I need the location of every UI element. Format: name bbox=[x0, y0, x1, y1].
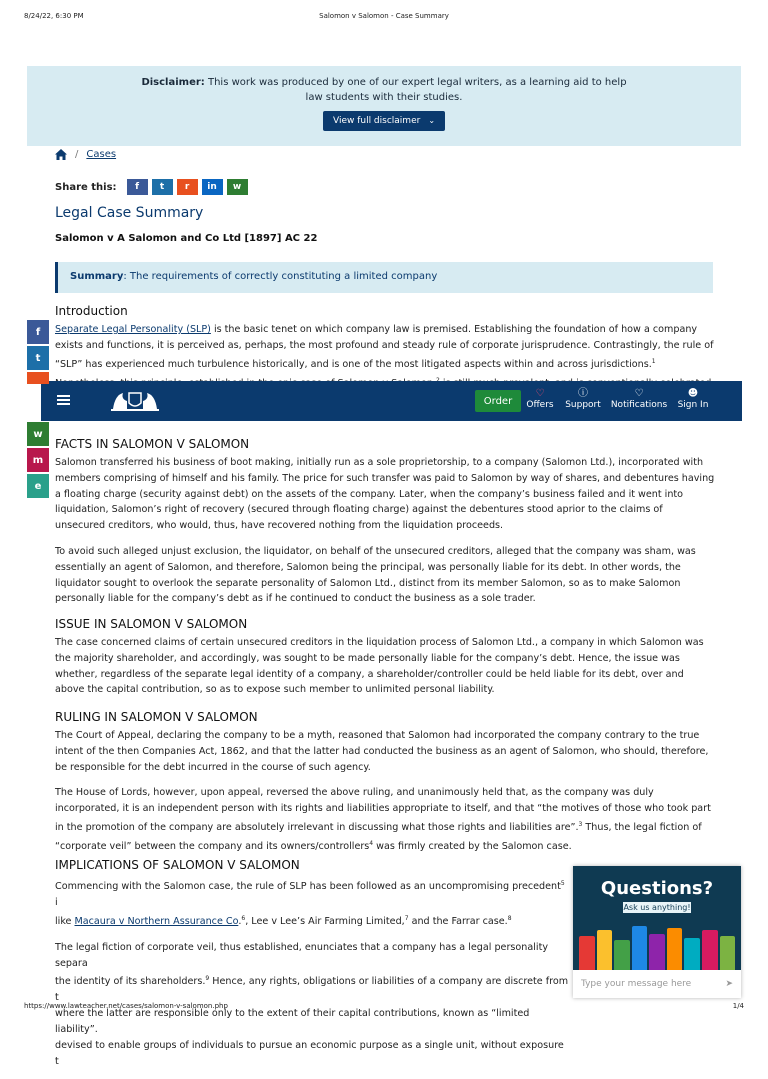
menu-icon[interactable] bbox=[57, 395, 70, 405]
ruling-p2c: was firmly created by the Salomon case. bbox=[373, 841, 572, 853]
print-url: https://www.lawteacher.net/cases/salomon-v-salomon.php bbox=[24, 1002, 228, 1010]
share-bar bbox=[55, 179, 248, 195]
nav-signin-label: Sign In bbox=[677, 400, 709, 410]
side-share-bar bbox=[27, 320, 49, 386]
share-reddit-button[interactable]: r bbox=[177, 179, 198, 195]
impl-p2c: Hence, any rights, obligations or liabilities of a company are discrete from t bbox=[55, 976, 569, 1004]
summary-label: Summary bbox=[70, 271, 124, 282]
nav-notifications-label: Notifications bbox=[610, 400, 668, 410]
chat-placeholder: Type your message here bbox=[581, 979, 692, 989]
impl-p1a: Commencing with the Salomon case, the rule of SLP has been followed as an uncompromising precedent bbox=[55, 881, 561, 893]
bell-icon: ♡ bbox=[634, 388, 644, 399]
implications-heading: IMPLICATIONS OF SALOMON V SALOMON bbox=[55, 858, 300, 872]
footnote-5[interactable]: 5 bbox=[560, 880, 565, 887]
share-twitter-button[interactable]: t bbox=[152, 179, 173, 195]
view-disclaimer-button[interactable] bbox=[323, 111, 445, 131]
footnote-4[interactable]: 4 bbox=[369, 839, 374, 847]
help-icon: ⓘ bbox=[578, 388, 588, 399]
chat-subtitle: Ask us anything! bbox=[623, 903, 691, 912]
share-linkedin-button[interactable]: in bbox=[202, 179, 223, 195]
lawteacher-logo-icon[interactable] bbox=[109, 389, 161, 413]
heart-icon: ♡ bbox=[535, 388, 545, 399]
summary-box bbox=[55, 262, 713, 293]
ruling-heading: RULING IN SALOMON V SALOMON bbox=[55, 710, 258, 724]
intro-heading: Introduction bbox=[55, 304, 128, 318]
disclaimer-text bbox=[27, 75, 741, 105]
breadcrumb-separator: / bbox=[75, 149, 79, 160]
intro-p1: is the basic tenet on which company law is premised. Establishing the foundation of how a company exists and functions, it is perceived as, perhaps, the most profound and steady rule of corporate jurisprudence. Contrastingly, the rule of “SLP” has experienced much turbulence historically, and is one of the most litigated aspects within and across jurisdictions. bbox=[55, 324, 714, 370]
print-header bbox=[24, 12, 744, 22]
impl-p1c: like bbox=[55, 915, 75, 927]
print-date: 8/24/22, 6:30 PM bbox=[24, 12, 84, 20]
print-footer bbox=[24, 1002, 744, 1010]
nav-signin[interactable] bbox=[675, 388, 711, 410]
order-button[interactable]: Order bbox=[475, 390, 521, 412]
chat-widget[interactable] bbox=[573, 866, 741, 998]
implications-p1 bbox=[55, 876, 570, 930]
ruling-p1: The Court of Appeal, declaring the company to be a myth, reasoned that Salomon had incorporated the company contrary to the true intent of the then Companies Act, 1862, and that the latter had conducted the business as an agent of Salomon, who should, therefore, be responsible for the debt incurred in the course of such agency. bbox=[55, 730, 709, 773]
footnote-7[interactable]: 7 bbox=[404, 914, 409, 922]
macaura-link[interactable]: Macaura v Northern Assurance Co bbox=[74, 915, 239, 927]
page-title: Legal Case Summary bbox=[55, 205, 204, 221]
chevron-down-icon: ⌄ bbox=[428, 116, 436, 125]
print-title: Salomon v Salomon - Case Summary bbox=[319, 12, 449, 20]
chat-banner bbox=[573, 866, 741, 970]
slp-link[interactable]: Separate Legal Personality (SLP) bbox=[55, 324, 211, 335]
nav-notifications[interactable] bbox=[609, 388, 669, 410]
case-name: Salomon v A Salomon and Co Ltd [1897] AC 22 bbox=[55, 233, 318, 244]
ruling-p2-text: The House of Lords, however, upon appeal, reversed the above ruling, and unanimously held that, as the company was duly incorporated, it is an independent person with its rights and liabilities appropriate to itself, and that “the motives of those who took part in the promotion of the company are absolutely irrelevant in discussing what those rights and liabilities are”. bbox=[55, 787, 711, 834]
books-illustration bbox=[579, 922, 735, 970]
side-mix-button[interactable]: m bbox=[27, 448, 49, 472]
facts-p1: Salomon transferred his business of boot making, initially run as a sole proprietorship, to a company (Salomon Ltd.), incorporated with members comprising of himself and his family. The price for such transfer was paid to Salomon by way of shares, and debentures having a floating charge (security against debt) on the assets of the company. Later, when the company’s business failed and it went into liquidation, Salomon’s right of recovery (secured through floating charge) against the debentures stood aprior to the claims of unsecured creditors, who would, thus, have recovered nothing from the liquidation proceeds. bbox=[55, 457, 715, 532]
side-whatsapp-button[interactable]: w bbox=[27, 422, 49, 446]
summary-text: : The requirements of correctly constituting a limited company bbox=[123, 271, 438, 282]
chat-title: Questions? bbox=[600, 878, 714, 899]
side-reddit-button[interactable] bbox=[27, 372, 49, 384]
issue-heading: ISSUE IN SALOMON V SALOMON bbox=[55, 617, 248, 631]
impl-p1e: , Lee v Lee’s Air Farming Limited, bbox=[245, 915, 405, 927]
footnote-8[interactable]: 8 bbox=[507, 914, 512, 922]
ruling-p2 bbox=[55, 785, 715, 855]
footnote-9[interactable]: 9 bbox=[205, 975, 210, 983]
impl-p2e: devised to enable groups of individuals to pursue an economic purpose as a single unit, without exposure t bbox=[55, 1039, 564, 1067]
impl-p2b: the identity of its shareholders. bbox=[55, 976, 206, 988]
chat-input[interactable] bbox=[573, 970, 741, 998]
implications-section bbox=[55, 858, 570, 1079]
share-whatsapp-button[interactable]: w bbox=[227, 179, 248, 195]
nav-support[interactable] bbox=[564, 388, 602, 410]
share-label: Share this: bbox=[55, 181, 117, 193]
side-twitter-button[interactable]: t bbox=[27, 346, 49, 370]
nav-offers-label: Offers bbox=[526, 400, 554, 410]
disclaimer-label: Disclaimer: bbox=[141, 77, 205, 88]
impl-p2d: where the latter are responsible only to the extent of their capital contributions, known as “limited liability”. bbox=[55, 1008, 530, 1035]
side-share-bar-lower bbox=[27, 422, 49, 500]
ruling-p2b: Thus, the legal fiction of “corporate veil” between the company and its owners/controllers bbox=[55, 822, 702, 853]
top-navbar bbox=[41, 381, 742, 421]
print-page-number: 1/4 bbox=[732, 1002, 744, 1010]
issue-p1: The case concerned claims of certain unsecured creditors in the liquidation process of Salomon Ltd., a company in which Salomon was the majority shareholder, and accordingly, was sought to be made personally liable for the company’s debt. Hence, the issue was whether, regardless of the separate legal identity of a company, a shareholder/controller could be held liable for its debt, over and above the capital contribution, so as to expose such member to unlimited personal liability. bbox=[55, 637, 704, 696]
breadcrumb bbox=[55, 149, 116, 160]
disclaimer-box bbox=[27, 66, 741, 146]
issue-section bbox=[55, 617, 715, 708]
footnote-1[interactable]: 1 bbox=[651, 357, 656, 365]
facts-heading: FACTS IN SALOMON V SALOMON bbox=[55, 437, 250, 451]
user-icon: ☻ bbox=[687, 388, 699, 399]
nav-offers[interactable] bbox=[525, 388, 555, 410]
impl-p1b: i bbox=[55, 896, 58, 908]
facts-section bbox=[55, 437, 715, 617]
ruling-section bbox=[55, 710, 715, 865]
send-icon[interactable]: ➤ bbox=[725, 979, 733, 989]
disclaimer-body: This work was produced by one of our expert legal writers, as a learning aid to help law students with their studies. bbox=[207, 77, 627, 103]
breadcrumb-cases-link[interactable]: Cases bbox=[86, 149, 117, 160]
share-facebook-button[interactable]: f bbox=[127, 179, 148, 195]
impl-p2a: The legal fiction of corporate veil, thus established, enunciates that a company has a legal personality separa bbox=[55, 941, 549, 969]
facts-p2: To avoid such alleged unjust exclusion, the liquidator, on behalf of the unsecured creditors, alleged that the company was sham, was essentially an agent of Salomon, and therefore, Salomon being the principal, was personally liable for its debt. In other words, the liquidator sought to overlook the separate personality of Salomon Ltd., distinct from its member Salomon, so as to make Salomon personally liable for the company’s debt as if he continued to conduct the business as a sole trader. bbox=[55, 545, 696, 605]
impl-p1d: . bbox=[238, 915, 242, 927]
home-icon[interactable] bbox=[55, 149, 67, 160]
side-facebook-button[interactable]: f bbox=[27, 320, 49, 344]
footnote-3[interactable]: 3 bbox=[578, 820, 583, 828]
view-disclaimer-label: View full disclaimer bbox=[332, 116, 421, 126]
footnote-6[interactable]: 6 bbox=[241, 914, 246, 922]
impl-p1f: and the Farrar case. bbox=[408, 915, 508, 927]
side-email-button[interactable]: e bbox=[27, 474, 49, 498]
nav-support-label: Support bbox=[565, 400, 601, 410]
